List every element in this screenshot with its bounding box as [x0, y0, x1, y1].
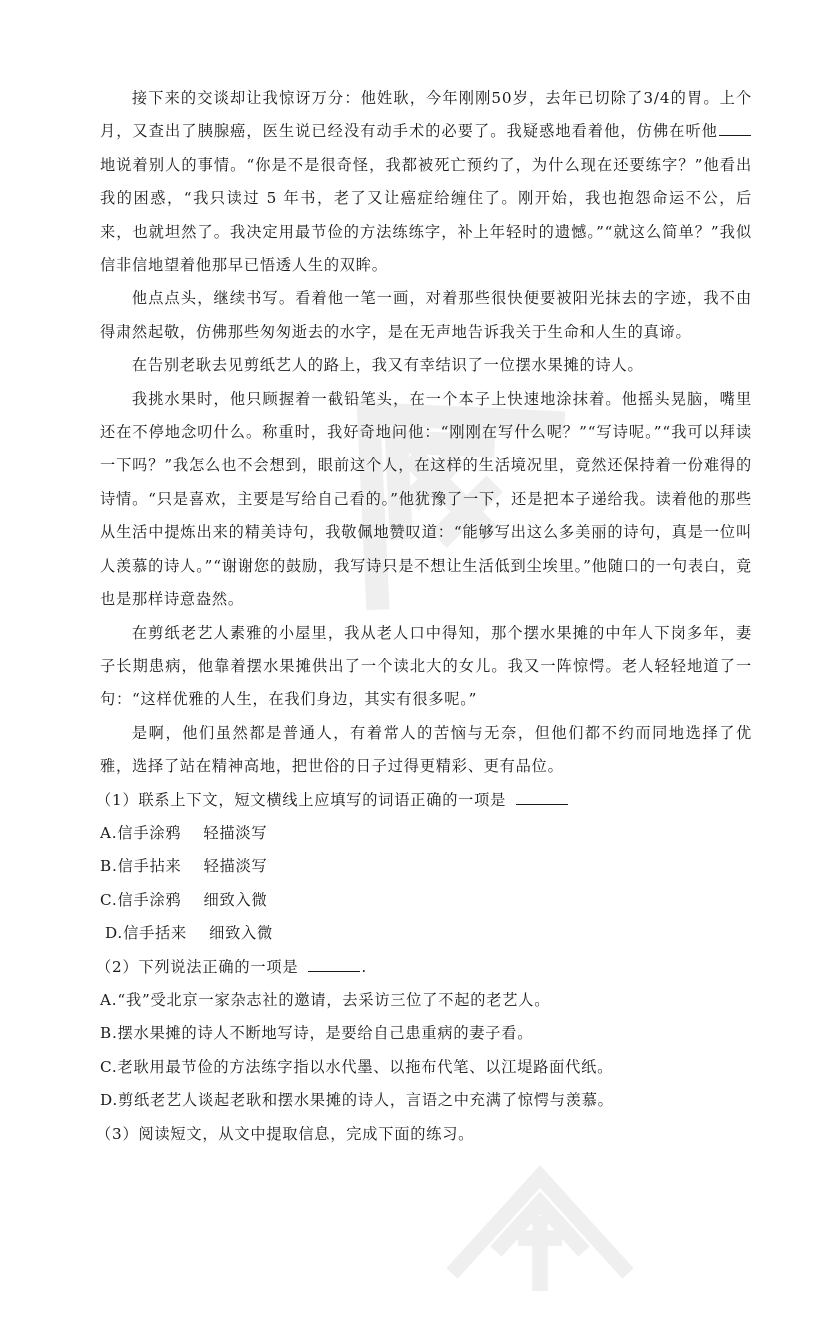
question-prompt: （1）联系上下文，短文横线上应填写的词语正确的一项是	[96, 790, 507, 809]
option-word-2: 轻描淡写	[203, 857, 268, 876]
answer-blank	[308, 970, 360, 972]
document-content	[96, 82, 752, 1151]
option-a	[100, 817, 752, 850]
passage-paragraph: 在告别老耿去见剪纸艺人的路上，我又有幸结识了一位摆水果摊的诗人。	[131, 356, 644, 375]
option-word-2: 细致入微	[209, 924, 274, 943]
option-d: D.剪纸老艺人谈起老耿和摆水果摊的诗人，言语之中充满了惊愕与羡慕。	[100, 1091, 614, 1110]
option-letter: B.	[100, 857, 118, 876]
option-a: A.“我”受北京一家杂志社的邀请，去采访三位了不起的老艺人。	[100, 990, 551, 1009]
option-b	[100, 850, 752, 883]
passage-paragraph: 在剪纸老艺人素雅的小屋里，我从老人口中得知，那个摆水果摊的中年人下岗多年，妻子长期患病，他靠着摆水果摊供出了一个读北大的女儿。我又一阵惊愕。老人轻轻地道了一句：“这样优雅的人生，在我们身边，其实有很多呢。”	[100, 623, 752, 709]
passage-paragraph: 我挑水果时，他只顾握着一截铅笔头，在一个本子上快速地涂抹着。他摇头晃脑，嘴里还在不停地念叨什么。称重时，我好奇地问他：“刚刚在写什么呢？”“写诗呢。”“我可以拜读一下吗？”我怎么也不会想到，眼前这个人，在这样的生活境况里，竟然还保持着一份难得的诗情。“只是喜欢，主要是写给自己看的。”他犹豫了一下，还是把本子递给我。读着他的那些从生活中提炼出来的精美诗句，我敬佩地赞叹道：“能够写出这么多美丽的诗句，真是一位叫人羡慕的诗人。”“谢谢您的鼓励，我写诗只是不想让生活低到尘埃里。”他随口的一句表白，竟也是那样诗意盎然。	[100, 389, 752, 609]
passage-paragraph: 他点点头，继续书写。看着他一笔一画，对着那些很快便要被阳光抹去的字迹，我不由得肃然起敬，仿佛那些匆匆逝去的水字，是在无声地告诉我关于生命和人生的真谛。	[100, 289, 752, 341]
answer-blank	[516, 803, 568, 805]
fill-in-blank	[719, 134, 751, 136]
option-word-2: 轻描淡写	[203, 823, 268, 842]
passage-paragraph: 是啊，他们虽然都是普通人，有着常人的苦恼与无奈，但他们都不约而同地选择了优雅，选择了站在精神高地，把世俗的日子过得更精彩、更有品位。	[100, 723, 752, 776]
paragraph-text: 接下来的交谈却让我惊讶万分：他姓耿，今年刚刚50岁，去年已切除了3/4的胃。上个月，又查出了胰腺癌，医生说已经没有动手术的必要了。我疑惑地看着他，仿佛在听他	[100, 89, 752, 141]
option-word-2: 细致入微	[203, 890, 268, 909]
option-c: C.老耿用最节俭的方法练字指以水代墨、以拖布代笔、以江堤路面代纸。	[100, 1057, 614, 1076]
option-word-1: 信手括来	[123, 924, 188, 943]
option-letter: C.	[100, 890, 118, 909]
question-prompt: （2）下列说法正确的一项是	[96, 957, 299, 976]
option-word-1: 信手涂鸦	[117, 823, 182, 842]
option-letter: D.	[105, 924, 124, 943]
paragraph-text: 地说着别人的事情。“你是不是很奇怪，我都被死亡预约了，为什么现在还要练字？”他看出我的困惑，“我只读过 5 年书，老了又让癌症给缠住了。刚开始，我也抱怨命运不公，后来，也就坦然了。我决定用最节俭的方法练练字，补上年轻时的遗憾。”“就这么简单？”我似信非信地望着他那早已悟透人生的双眸。	[100, 155, 752, 275]
question-trailing: .	[361, 957, 367, 976]
question-1	[96, 784, 752, 817]
option-word-1: 信手涂鸦	[117, 890, 182, 909]
option-b: B.摆水果摊的诗人不断地写诗，是要给自己患重病的妻子看。	[100, 1024, 534, 1043]
question-2	[96, 951, 752, 984]
option-word-1: 信手拈来	[117, 857, 182, 876]
question-3: （3）阅读短文，从文中提取信息，完成下面的练习。	[96, 1124, 475, 1143]
option-letter: A.	[100, 823, 118, 842]
option-c	[100, 884, 752, 917]
passage-paragraph	[100, 82, 752, 282]
option-d	[100, 917, 752, 950]
